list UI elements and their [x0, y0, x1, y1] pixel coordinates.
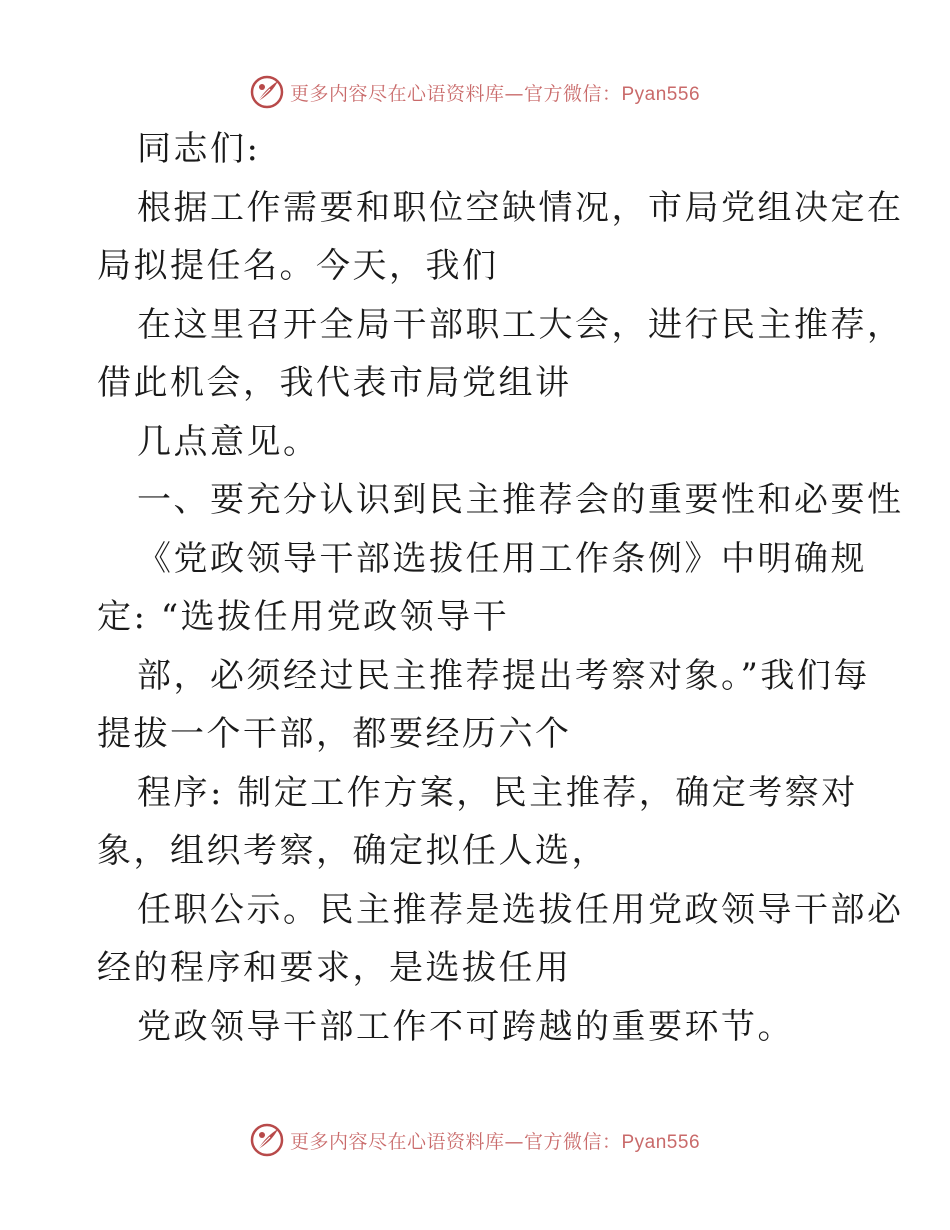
- watermark-text: 更多内容尽在心语资料库—官方微信：Pyan556: [289, 82, 701, 105]
- paragraph-line: 任职公示。民主推荐是选拔任用党政领导干部必: [137, 889, 904, 930]
- header-watermark: [0, 70, 950, 114]
- watermark-text: 更多内容尽在心语资料库—官方微信：Pyan556: [289, 1130, 701, 1153]
- paragraph-line: 党政领导干部工作不可跨越的重要环节。: [137, 1006, 794, 1047]
- paragraph-line: 提拔一个干部，都要经历六个: [97, 714, 572, 754]
- paragraph-line: 经的程序和要求，是选拔任用: [97, 948, 572, 988]
- quill-pen-logo-icon: [250, 75, 284, 109]
- salutation: 同志们:: [137, 129, 261, 169]
- paragraph-line: 局拟提任名。今天，我们: [97, 246, 499, 286]
- document-body: [97, 120, 904, 1056]
- footer-watermark: [0, 1118, 950, 1162]
- paragraph-line: 借此机会，我代表市局党组讲: [97, 363, 572, 403]
- paragraph-line: 程序: 制定工作方案，民主推荐，确定考察对: [137, 772, 858, 813]
- paragraph-line: 部，必须经过民主推荐提出考察对象。”我们每: [137, 655, 870, 696]
- paragraph-line: 象，组织考察，确定拟任人选，: [97, 831, 608, 871]
- quill-pen-logo-icon: [250, 1123, 284, 1157]
- section-heading: 一、要充分认识到民主推荐会的重要性和必要性: [137, 480, 904, 520]
- paragraph-line: 几点意见。: [137, 421, 320, 462]
- paragraph-line: 根据工作需要和职位空缺情况，市局党组决定在: [137, 187, 904, 228]
- paragraph-line: 在这里召开全局干部职工大会，进行民主推荐，: [137, 304, 904, 345]
- paragraph-line: 《党政领导干部选拔任用工作条例》中明确规: [137, 538, 867, 579]
- paragraph-line: 定: “选拔任用党政领导干: [97, 597, 510, 637]
